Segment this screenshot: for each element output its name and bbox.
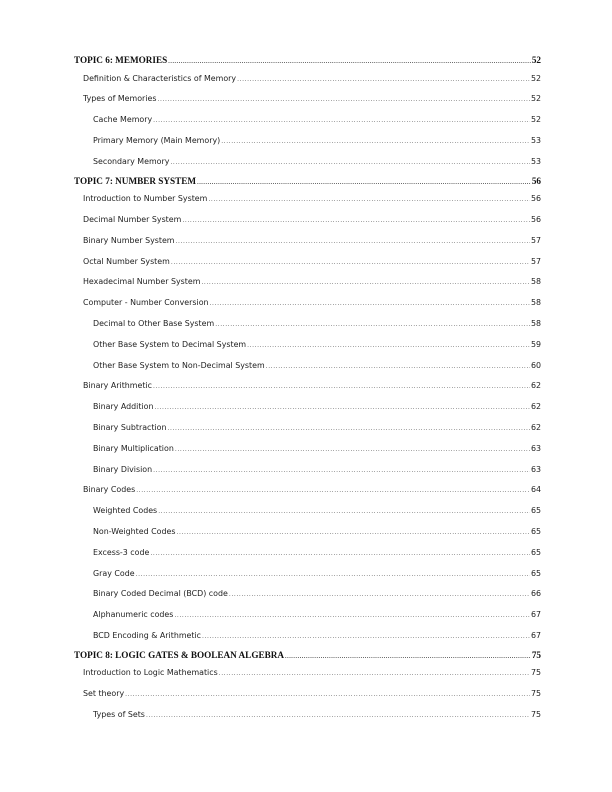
dot-leader <box>153 461 530 482</box>
dot-leader <box>208 190 530 211</box>
toc-entry-title: Other Base System to Non-Decimal System <box>93 360 265 370</box>
dot-leader <box>175 440 530 461</box>
toc-entry-title: Types of Memories <box>83 94 157 104</box>
dot-leader <box>210 294 530 315</box>
toc-page-number: 67 <box>530 610 541 620</box>
toc-subsection-entry[interactable] <box>74 543 541 564</box>
dot-leader <box>229 585 530 606</box>
toc-entry-title: Binary Multiplication <box>93 443 174 453</box>
dot-leader <box>136 565 530 586</box>
toc-subsection-entry[interactable] <box>74 152 541 173</box>
toc-subsection-entry[interactable] <box>74 439 541 460</box>
toc-section-entry[interactable] <box>74 293 541 314</box>
dot-leader <box>158 502 530 523</box>
dot-leader <box>153 377 530 398</box>
toc-page-number: 52 <box>531 55 541 65</box>
toc-page-number: 75 <box>530 689 541 699</box>
toc-page-number: 56 <box>530 214 541 224</box>
toc-topic-entry[interactable] <box>74 647 541 664</box>
toc-subsection-entry[interactable] <box>74 626 541 647</box>
toc-page-number: 63 <box>530 464 541 474</box>
toc-section-entry[interactable] <box>74 231 541 252</box>
toc-entry-title: TOPIC 6: MEMORIES <box>74 55 168 65</box>
toc-page-number: 52 <box>530 73 541 83</box>
toc-page-number: 57 <box>530 235 541 245</box>
toc-subsection-entry[interactable] <box>74 110 541 131</box>
dot-leader <box>176 232 530 253</box>
toc-entry-title: Binary Codes <box>83 485 136 495</box>
toc-section-entry[interactable] <box>74 89 541 110</box>
toc-page-number: 65 <box>530 506 541 516</box>
toc-section-entry[interactable] <box>74 69 541 90</box>
toc-page-number: 65 <box>530 568 541 578</box>
toc-subsection-entry[interactable] <box>74 564 541 585</box>
toc-subsection-entry[interactable] <box>74 356 541 377</box>
toc-subsection-entry[interactable] <box>74 131 541 152</box>
toc-entry-title: Other Base System to Decimal System <box>93 339 247 349</box>
toc-page-number: 75 <box>530 709 541 719</box>
toc-subsection-entry[interactable] <box>74 605 541 626</box>
dot-leader <box>197 175 531 192</box>
dot-leader <box>266 357 530 378</box>
toc-subsection-entry[interactable] <box>74 460 541 481</box>
toc-page-number: 58 <box>530 298 541 308</box>
toc-topic-entry[interactable] <box>74 52 541 69</box>
toc-entry-title: Gray Code <box>93 568 135 578</box>
toc-page-number: 53 <box>530 156 541 166</box>
table-of-contents <box>74 52 541 726</box>
toc-entry-title: Introduction to Number System <box>83 194 208 204</box>
toc-subsection-entry[interactable] <box>74 335 541 356</box>
toc-entry-title: Decimal to Other Base System <box>93 318 215 328</box>
dot-leader <box>171 253 530 274</box>
toc-section-entry[interactable] <box>74 480 541 501</box>
toc-page-number: 65 <box>530 526 541 536</box>
dot-leader <box>146 706 530 727</box>
toc-section-entry[interactable] <box>74 376 541 397</box>
toc-entry-title: Decimal Number System <box>83 214 182 224</box>
toc-subsection-entry[interactable] <box>74 501 541 522</box>
dot-leader <box>285 649 531 666</box>
toc-section-entry[interactable] <box>74 210 541 231</box>
dot-leader <box>215 315 530 336</box>
toc-entry-title: TOPIC 7: NUMBER SYSTEM <box>74 175 197 186</box>
dot-leader <box>153 111 530 132</box>
toc-page-number: 52 <box>530 115 541 125</box>
dot-leader <box>176 523 530 544</box>
toc-entry-title: TOPIC 8: LOGIC GATES & BOOLEAN ALGEBRA <box>74 649 284 660</box>
dot-leader <box>237 70 530 91</box>
dot-leader <box>219 664 530 685</box>
toc-page-number: 52 <box>530 94 541 104</box>
toc-section-entry[interactable] <box>74 189 541 210</box>
toc-entry-title: Binary Division <box>93 464 153 474</box>
toc-section-entry[interactable] <box>74 272 541 293</box>
dot-leader <box>182 211 530 232</box>
toc-page-number: 57 <box>530 256 541 266</box>
toc-entry-title: Hexadecimal Number System <box>83 277 201 287</box>
toc-entry-title: Non-Weighted Codes <box>93 526 176 536</box>
toc-entry-title: Excess-3 code <box>93 547 150 557</box>
dot-leader <box>125 685 530 706</box>
toc-subsection-entry[interactable] <box>74 705 541 726</box>
toc-entry-title: Binary Coded Decimal (BCD) code <box>93 589 228 599</box>
toc-page-number: 53 <box>530 135 541 145</box>
toc-page-number: 62 <box>530 402 541 412</box>
toc-entry-title: Primary Memory (Main Memory) <box>93 135 221 145</box>
toc-entry-title: Alphanumeric codes <box>93 610 174 620</box>
dot-leader <box>221 132 530 153</box>
toc-page-number: 56 <box>530 194 541 204</box>
dot-leader <box>150 544 530 565</box>
dot-leader <box>168 419 530 440</box>
dot-leader <box>202 627 530 648</box>
dot-leader <box>136 481 530 502</box>
toc-page-number: 67 <box>530 630 541 640</box>
toc-entry-title: Definition & Characteristics of Memory <box>83 73 237 83</box>
toc-subsection-entry[interactable] <box>74 418 541 439</box>
toc-page-number: 75 <box>531 649 541 660</box>
dot-leader <box>247 336 530 357</box>
toc-entry-title: BCD Encoding & Arithmetic <box>93 630 201 640</box>
toc-entry-title: Introduction to Logic Mathematics <box>83 668 218 678</box>
toc-section-entry[interactable] <box>74 252 541 273</box>
toc-page-number: 58 <box>530 277 541 287</box>
dot-leader <box>170 153 530 174</box>
toc-entry-title: Octal Number System <box>83 256 170 266</box>
toc-page-number: 66 <box>530 589 541 599</box>
toc-entry-title: Cache Memory <box>93 115 153 125</box>
dot-leader <box>174 606 530 627</box>
toc-section-entry[interactable] <box>74 663 541 684</box>
toc-topic-entry[interactable] <box>74 173 541 190</box>
toc-page-number: 65 <box>530 547 541 557</box>
dot-leader <box>201 273 530 294</box>
toc-page-number: 58 <box>530 318 541 328</box>
toc-subsection-entry[interactable] <box>74 397 541 418</box>
toc-entry-title: Computer - Number Conversion <box>83 298 209 308</box>
toc-entry-title: Set theory <box>83 689 125 699</box>
dot-leader <box>157 90 530 111</box>
toc-page-number: 75 <box>530 668 541 678</box>
toc-entry-title: Secondary Memory <box>93 156 170 166</box>
toc-page-number: 64 <box>530 485 541 495</box>
toc-entry-title: Weighted Codes <box>93 506 158 516</box>
toc-page-number: 56 <box>531 175 541 186</box>
toc-page-number: 60 <box>530 360 541 370</box>
toc-subsection-entry[interactable] <box>74 314 541 335</box>
toc-entry-title: Types of Sets <box>93 709 145 719</box>
toc-page-number: 63 <box>530 443 541 453</box>
toc-page-number: 62 <box>530 422 541 432</box>
toc-entry-title: Binary Subtraction <box>93 422 167 432</box>
toc-entry-title: Binary Arithmetic <box>83 381 152 391</box>
toc-subsection-entry[interactable] <box>74 522 541 543</box>
toc-subsection-entry[interactable] <box>74 584 541 605</box>
toc-entry-title: Binary Addition <box>93 402 154 412</box>
toc-entry-title: Binary Number System <box>83 235 175 245</box>
dot-leader <box>154 398 530 419</box>
toc-page-number: 62 <box>530 381 541 391</box>
toc-page-number: 59 <box>530 339 541 349</box>
toc-section-entry[interactable] <box>74 684 541 705</box>
